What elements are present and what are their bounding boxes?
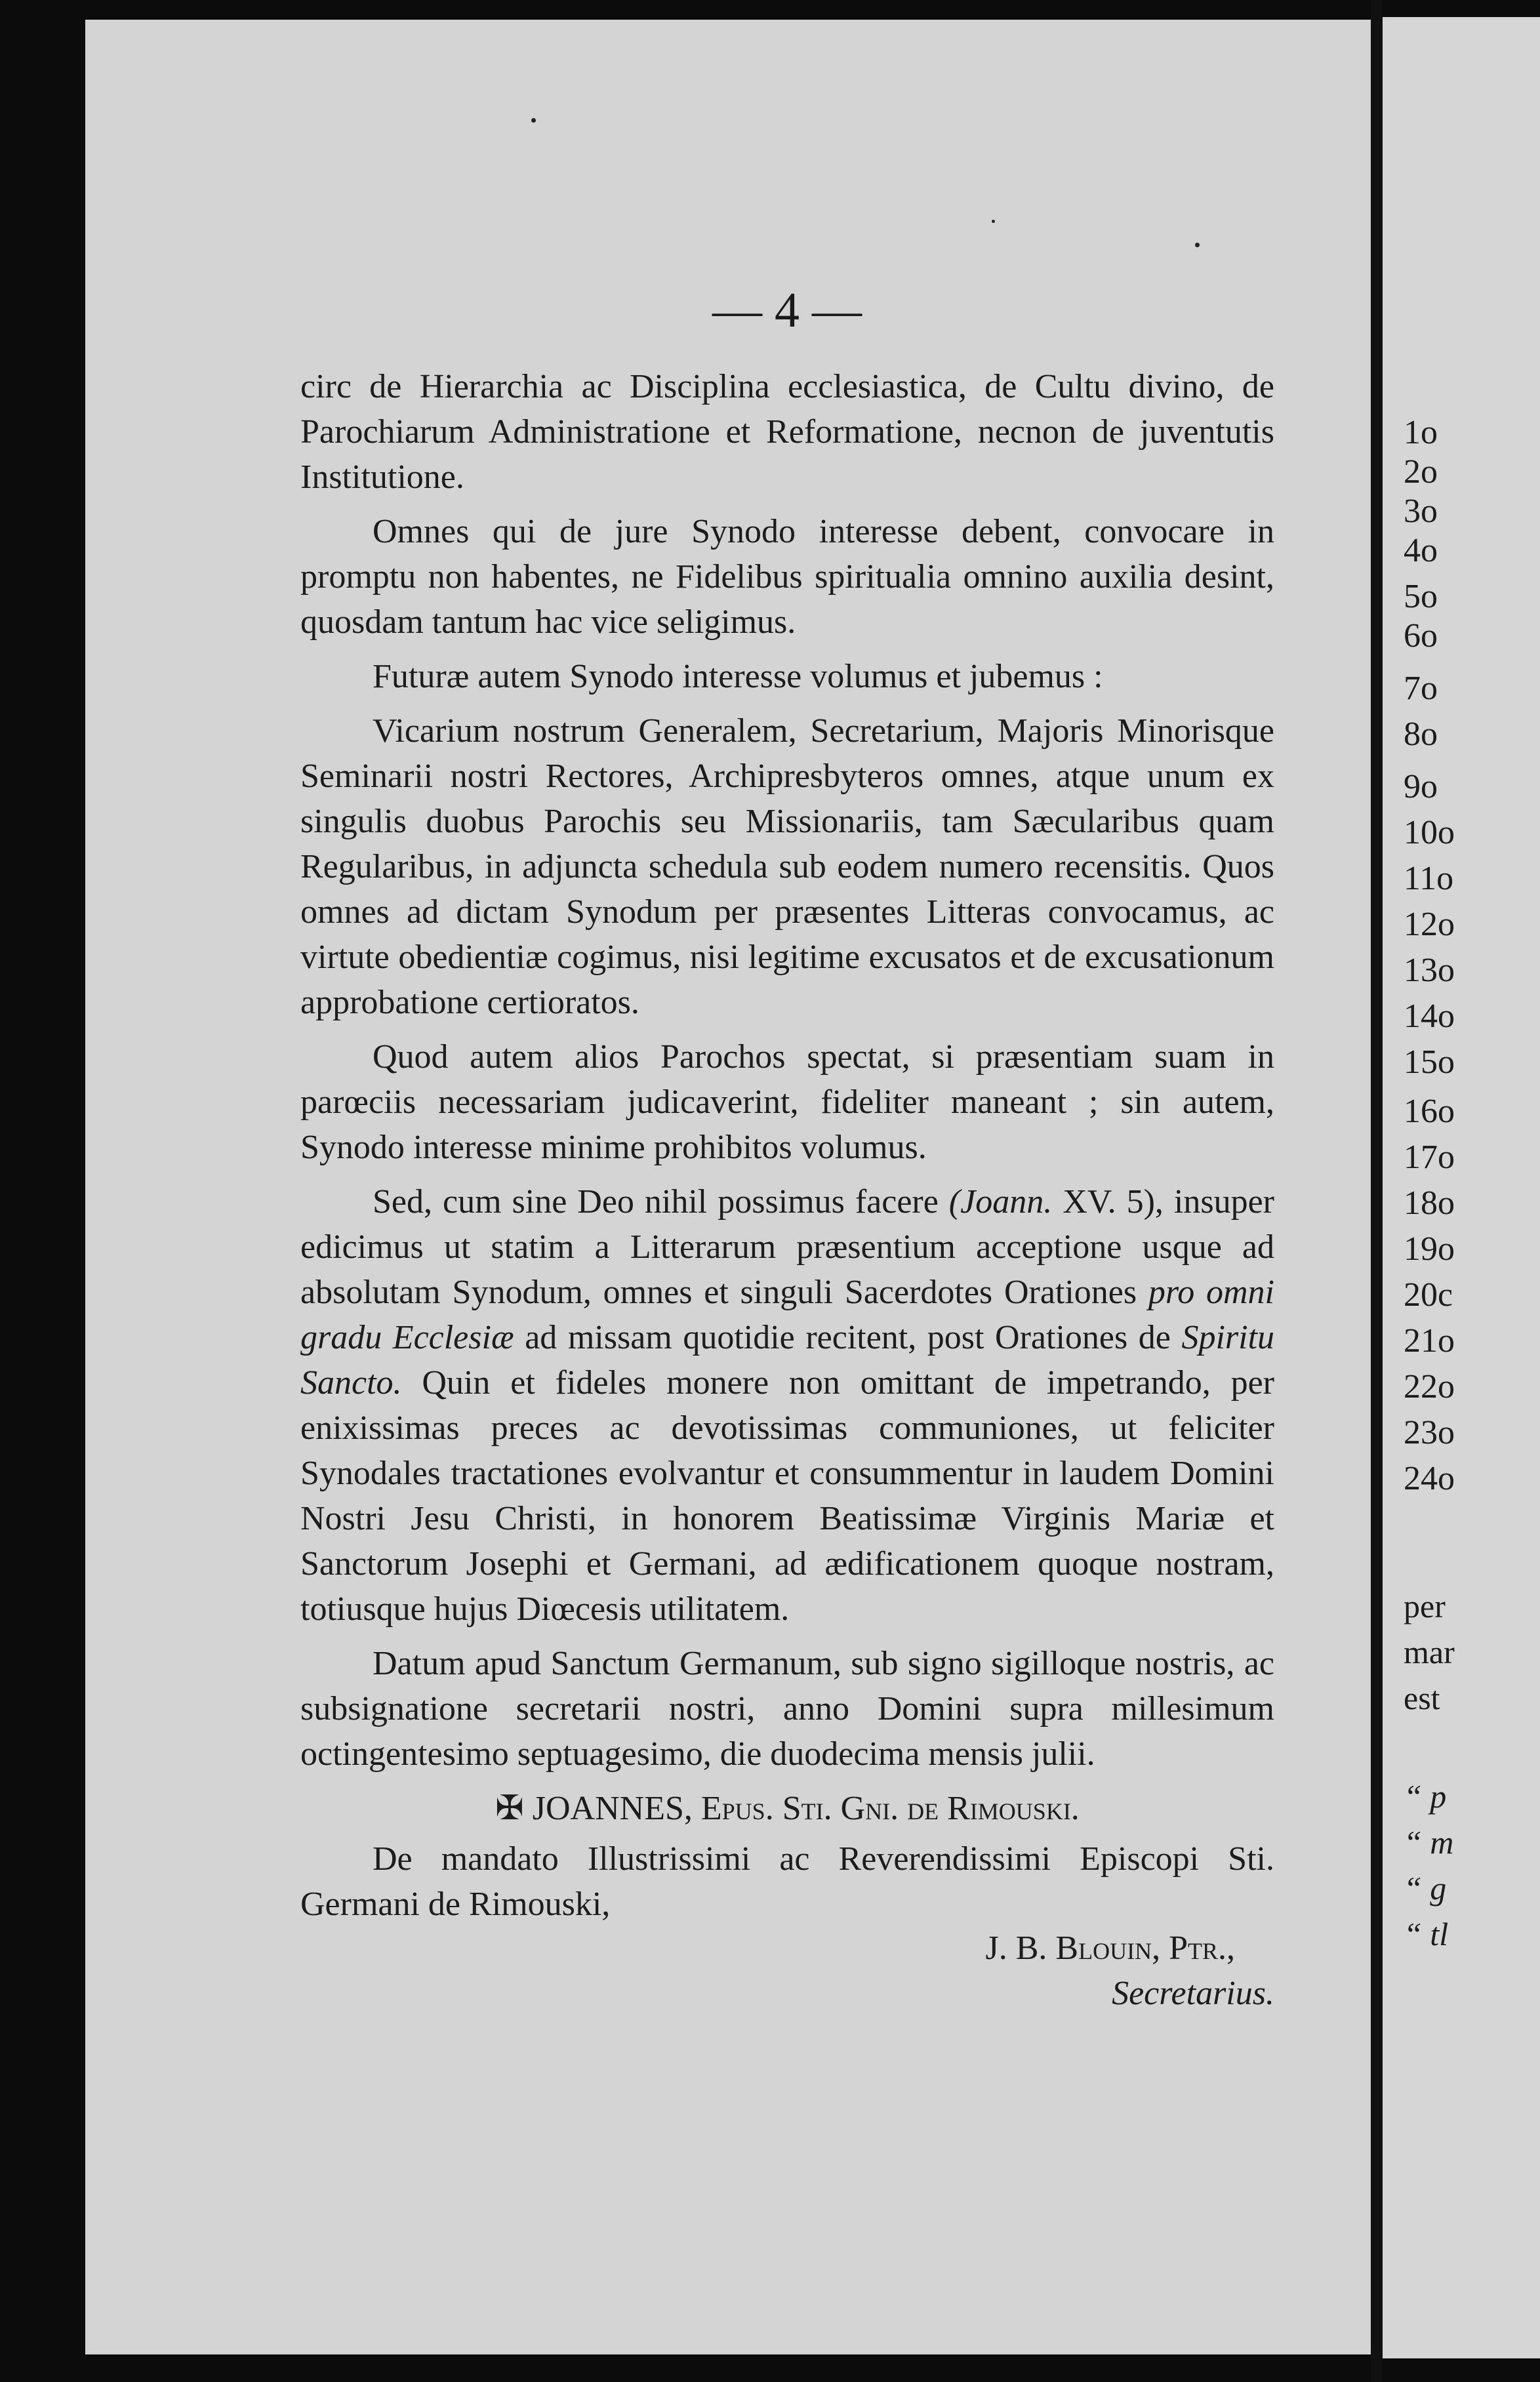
list-number: 7o bbox=[1404, 670, 1438, 707]
page-number: — 4 — bbox=[712, 283, 862, 338]
list-number: 18o bbox=[1404, 1184, 1455, 1222]
list-number: 4o bbox=[1404, 532, 1438, 569]
list-number: 2o bbox=[1404, 453, 1438, 491]
signature-title: Epus. Sti. Gni. de Rimouski. bbox=[700, 1790, 1080, 1827]
bishop-signature bbox=[300, 1786, 1274, 1831]
list-number: 17o bbox=[1404, 1139, 1455, 1176]
cross-icon: ✠ bbox=[495, 1790, 524, 1827]
list-number: 5o bbox=[1404, 578, 1438, 615]
body-text bbox=[300, 364, 1274, 2016]
ink-speck bbox=[992, 220, 995, 223]
paragraph-6-part-c: ad missam quotidie recitent, post Orationes de bbox=[514, 1319, 1182, 1356]
list-number: 24o bbox=[1404, 1460, 1455, 1497]
secretary-title: Secretarius. bbox=[1112, 1975, 1274, 2012]
list-number: 1o bbox=[1404, 414, 1438, 451]
right-page-line: “ m bbox=[1404, 1824, 1454, 1861]
list-number: 16o bbox=[1404, 1093, 1455, 1130]
paragraph-3: Futuræ autem Synodo interesse volumus et jubemus : bbox=[373, 658, 1103, 695]
right-page-line: est bbox=[1404, 1680, 1440, 1716]
list-number: 12o bbox=[1404, 906, 1455, 943]
paragraph-5: Quod autem alios Parochos spectat, si præsentiam suam in parœciis necessariam judicaverint, fideliter maneant ; sin autem, Synodo interesse minime prohibitos volumus. bbox=[300, 1038, 1274, 1166]
paragraph-1: circ de Hierarchia ac Disciplina ecclesiastica, de Cultu divino, de Parochiarum Administratione et Reformatione, necnon de juventutis Institutione. bbox=[300, 368, 1274, 496]
secretary-name: J. B. Blouin, Ptr., bbox=[985, 1929, 1235, 1967]
signature-name: JOANNES, bbox=[532, 1790, 693, 1827]
list-number: 10o bbox=[1404, 814, 1455, 851]
paragraph-4: Vicarium nostrum Generalem, Secretarium, Majoris Minorisque Seminarii nostri Rectores, Archipresbyteros omnes, atque unum ex singulis duobus Parochis seu Missionariis, tam Sæcularibus quam Regularibus, in adjuncta schedula sub eodem numero recensitis. Quos omnes ad dictam Synodum per præsentes Litteras convocamus, ac virtute obedientiæ cogimus, nisi legitime excusatos et de excusationum approbatione certioratos. bbox=[300, 712, 1274, 1021]
list-number: 9o bbox=[1404, 768, 1438, 805]
paragraph-6 bbox=[300, 1179, 1274, 1632]
secretary-block bbox=[300, 1926, 1274, 2016]
page-gutter bbox=[1371, 0, 1383, 2382]
list-number: 14o bbox=[1404, 998, 1455, 1035]
list-number: 15o bbox=[1404, 1043, 1455, 1081]
italic-phrase-ecclesiae: pro omni gradu Ecclesiæ bbox=[300, 1274, 1275, 1356]
list-number: 20c bbox=[1404, 1276, 1453, 1314]
paragraph-6-part-b: XV. 5), insuper edicimus ut statim a Litterarum præsentium acceptione usque ad absolutam Synodum, omnes et singuli Sacerdotes Orationes bbox=[300, 1183, 1274, 1311]
list-number: 23o bbox=[1404, 1414, 1455, 1451]
list-number: 6o bbox=[1404, 617, 1438, 655]
italic-phrase-spiritu-sancto: Spiritu Sancto. bbox=[300, 1319, 1275, 1402]
ink-speck bbox=[1195, 243, 1200, 247]
list-number: 13o bbox=[1404, 952, 1455, 989]
right-page-line: “ g bbox=[1404, 1870, 1447, 1907]
right-page-line: “ tl bbox=[1404, 1916, 1449, 1952]
paragraph-6-part-a: Sed, cum sine Deo nihil possimus facere bbox=[373, 1183, 949, 1221]
list-number: 19o bbox=[1404, 1230, 1455, 1268]
scripture-reference: (Joann. bbox=[948, 1183, 1053, 1221]
list-number: 8o bbox=[1404, 716, 1438, 753]
right-page-line: per bbox=[1404, 1588, 1446, 1625]
list-number: 22o bbox=[1404, 1368, 1455, 1405]
ink-speck bbox=[531, 118, 536, 123]
list-number: 11o bbox=[1404, 860, 1454, 897]
paragraph-7: Datum apud Sanctum Germanum, sub signo sigilloque nostris, ac subsignatione secretarii nostri, anno Domini supra millesimum octingentesimo septuagesimo, die duodecima mensis julii. bbox=[300, 1645, 1274, 1773]
right-page-line: “ p bbox=[1404, 1778, 1447, 1815]
list-number: 21o bbox=[1404, 1322, 1455, 1360]
paragraph-2: Omnes qui de jure Synodo interesse debent, convocare in promptu non habentes, ne Fidelibus spiritualia omnino auxilia desint, quosdam tantum hac vice seligimus. bbox=[300, 513, 1274, 641]
list-number: 3o bbox=[1404, 493, 1438, 530]
paragraph-6-part-d: Quin et fideles monere non omittant de impetrando, per enixissimas preces ac devotissimas communiones, ut feliciter Synodales tractationes evolvantur et consummentur in laudem Domini Nostri Jesu Christi, in honorem Beatissimæ Virginis Mariæ et Sanctorum Josephi et Germani, ad ædificationem quoque nostram, totiusque hujus Diœcesis utilitatem. bbox=[300, 1364, 1274, 1628]
mandate-line: De mandato Illustrissimi ac Reverendissimi Episcopi Sti. Germani de Rimouski, bbox=[300, 1840, 1274, 1923]
right-page-line: mar bbox=[1404, 1634, 1455, 1670]
